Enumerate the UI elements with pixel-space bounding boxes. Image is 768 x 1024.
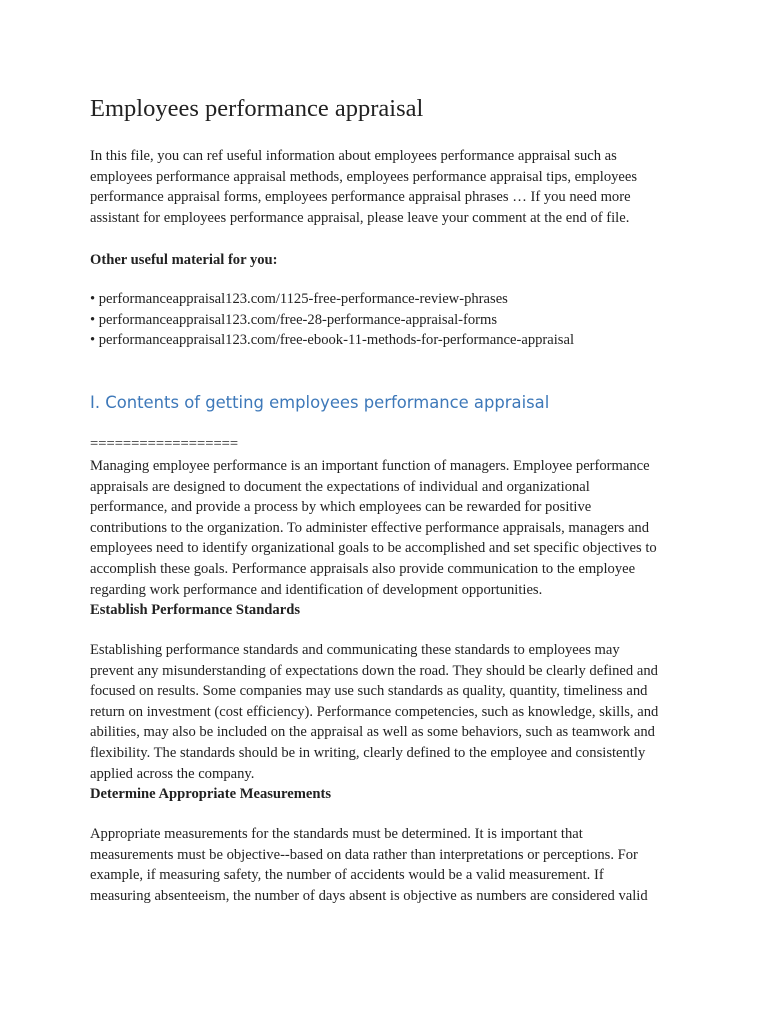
paragraph-measurements — [90, 824, 680, 906]
paragraph-line: accomplish these goals. Performance appraisals also provide communication to the employee — [90, 560, 636, 577]
paragraph-line: employees need to identify organizational goals to be accomplished and set specific objectives to — [90, 540, 657, 557]
paragraph-line: Managing employee performance is an important function of managers. Employee performance — [90, 458, 650, 474]
paragraph-line: Appropriate measurements for the standards must be determined. It is important that — [90, 826, 583, 842]
link-item-forms[interactable]: • performanceappraisal123.com/free-28-performance-appraisal-forms — [90, 311, 498, 328]
paragraph-line: abilities, may also be included on the appraisal as well as some behaviors, such as teamwork and — [90, 724, 655, 741]
intro-line: performance appraisal forms, employees performance appraisal phrases … If you need more — [90, 189, 631, 206]
link-item-ebook[interactable]: • performanceappraisal123.com/free-ebook-11-methods-for-performance-appraisal — [90, 332, 575, 349]
separator: ================== — [90, 436, 239, 452]
paragraph-line: contributions to the organization. To administer effective performance appraisals, managers and — [90, 519, 650, 536]
paragraph-standards — [90, 640, 680, 805]
subheading-establish-standards: Establish Performance Standards — [90, 602, 300, 619]
intro-line: assistant for employees performance appraisal, please leave your comment at the end of file. — [90, 209, 630, 226]
paragraph-line: example, if measuring safety, the number of accidents would be a valid measurement. If — [90, 867, 604, 884]
paragraph-line: focused on results. Some companies may use such standards as quality, quantity, timeliness and — [90, 683, 648, 700]
link-item-phrases[interactable]: • performanceappraisal123.com/1125-free-performance-review-phrases — [90, 291, 508, 307]
paragraph-line: measurements must be objective--based on data rather than interpretations or perceptions. For — [90, 846, 638, 863]
paragraph-line: regarding work performance and identification of development opportunities. — [90, 581, 543, 598]
paragraph-line: prevent any misunderstanding of expectations down the road. They should be clearly defined and — [90, 662, 658, 679]
intro-line: In this file, you can ref useful information about employees performance appraisal such as — [90, 148, 617, 164]
subheading-measurements: Determine Appropriate Measurements — [90, 786, 332, 803]
page-title: Employees performance appraisal — [90, 95, 424, 122]
section-heading: I. Contents of getting employees performance appraisal — [90, 393, 550, 412]
links-list — [90, 289, 680, 351]
intro-paragraph — [90, 146, 680, 228]
paragraph-managing — [90, 456, 680, 621]
paragraph-line: performance, and provide a process by which employees can be rewarded for positive — [90, 499, 592, 516]
intro-line: employees performance appraisal methods, employees performance appraisal tips, employees — [90, 168, 638, 185]
paragraph-line: Establishing performance standards and communicating these standards to employees may — [90, 642, 620, 658]
paragraph-line: flexibility. The standards should be in writing, clearly defined to the employee and consistently — [90, 744, 646, 761]
useful-material-heading: Other useful material for you: — [90, 252, 278, 268]
paragraph-line: applied across the company. — [90, 765, 255, 782]
paragraph-line: return on investment (cost efficiency). Performance competencies, such as knowledge, skills, and — [90, 703, 659, 720]
paragraph-line: appraisals are designed to document the expectations of individual and organizational — [90, 478, 590, 495]
paragraph-line: measuring absenteeism, the number of days absent is objective as numbers are considered valid — [90, 887, 648, 904]
